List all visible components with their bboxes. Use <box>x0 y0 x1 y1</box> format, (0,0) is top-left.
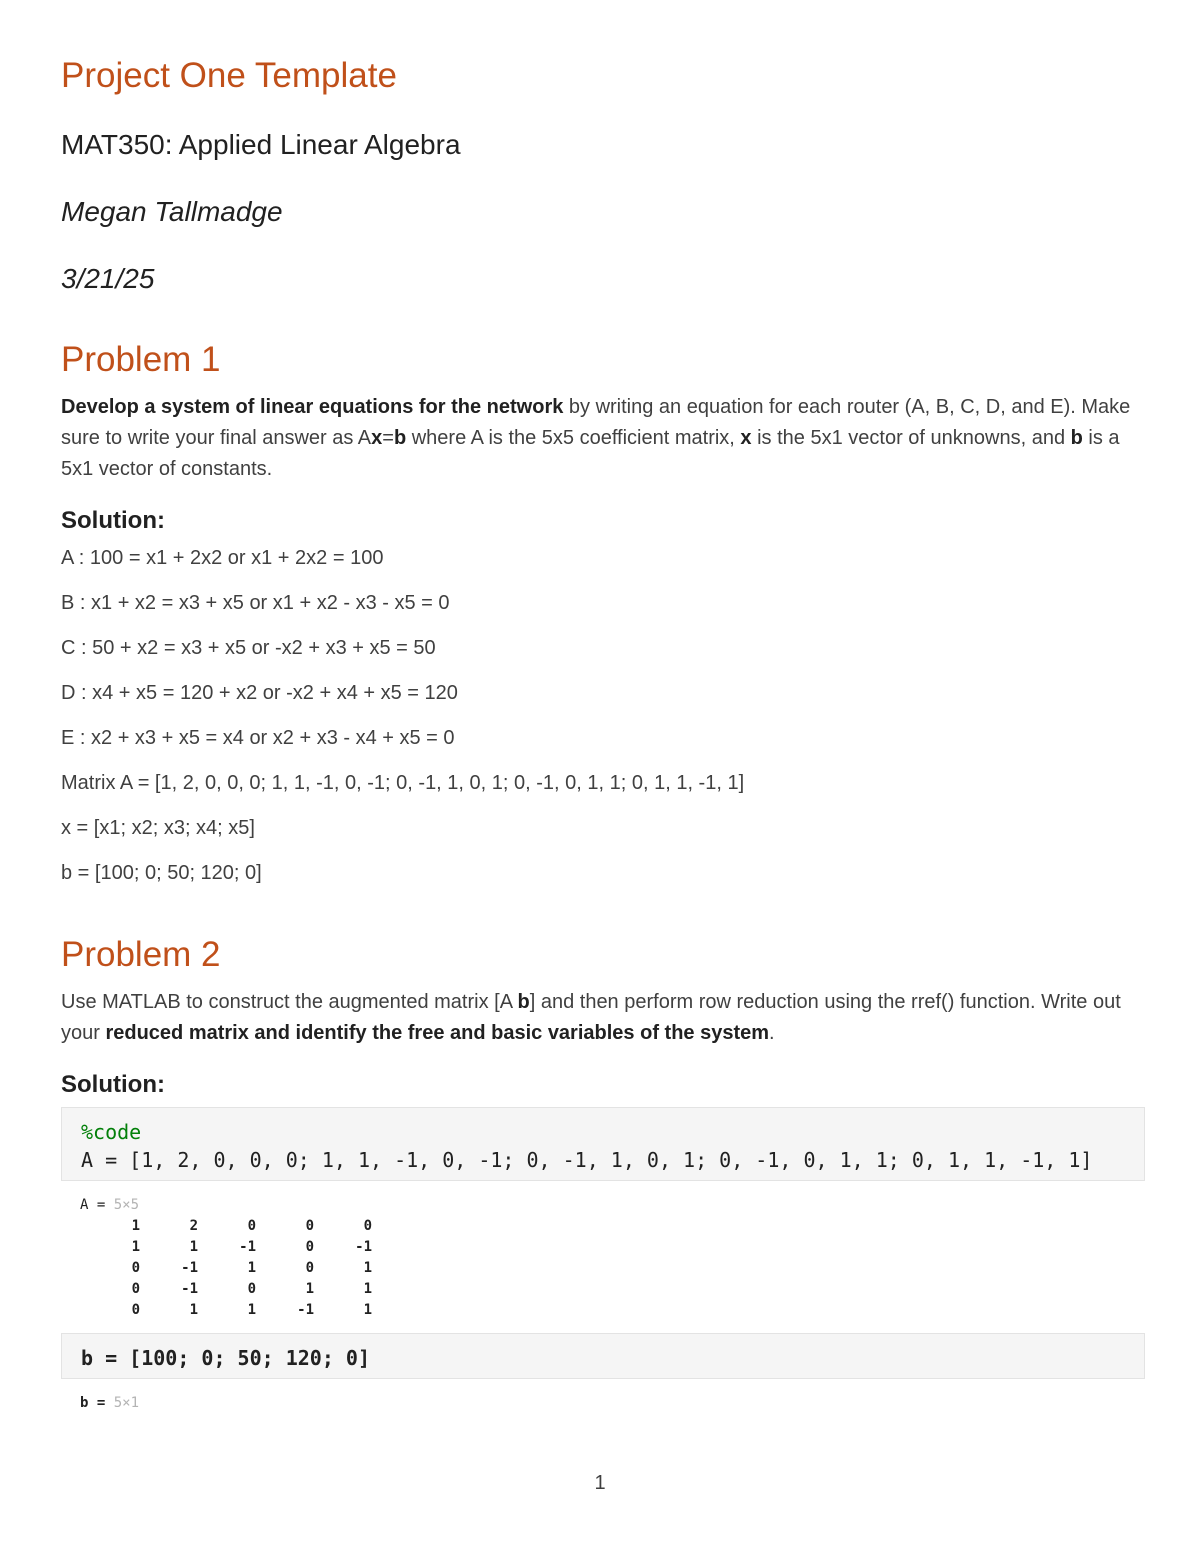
equation-router-a: A : 100 = x1 + 2x2 or x1 + 2x2 = 100 <box>61 547 384 569</box>
equation-router-b: B : x1 + x2 = x3 + x5 or x1 + x2 - x3 - x5 = 0 <box>61 592 450 614</box>
matrix-cell: -1 <box>181 1281 198 1297</box>
matrix-cell: -1 <box>181 1260 198 1276</box>
matrix-cell: 1 <box>363 1260 372 1276</box>
problem-1-heading: Problem 1 <box>61 340 221 379</box>
prompt-bold-lead: Develop a system of linear equations for the network <box>61 396 564 418</box>
matrix-cell: 1 <box>363 1281 372 1297</box>
matrix-cell: 0 <box>247 1281 256 1297</box>
code-comment: %code <box>81 1120 142 1144</box>
vector-x-definition: x = [x1; x2; x3; x4; x5] <box>61 817 255 839</box>
output-label: A = <box>80 1197 114 1213</box>
document-title: Project One Template <box>61 56 397 95</box>
matrix-cell: -1 <box>239 1239 256 1255</box>
output-label: b = <box>80 1395 114 1411</box>
vector-x: x <box>740 427 752 449</box>
code-cell-vector-b[interactable] <box>61 1333 1145 1379</box>
matrix-cell: 0 <box>305 1218 314 1234</box>
matrix-cell: -1 <box>297 1302 314 1318</box>
prompt-text: ] and then perform row reduction using the rref() function. Write out your <box>61 991 1121 1044</box>
course-name: MAT350: Applied Linear Algebra <box>61 129 461 160</box>
equals-sign: = <box>382 427 394 449</box>
output-size: 5×1 <box>113 1395 140 1411</box>
document-date: 3/21/25 <box>61 263 155 294</box>
vector-b: b <box>393 427 407 449</box>
matrix-cell: -1 <box>355 1239 372 1255</box>
output-size: 5×5 <box>113 1197 140 1213</box>
matrix-cell: 1 <box>189 1302 198 1318</box>
matrix-cell: 0 <box>305 1260 314 1276</box>
equation-router-e: E : x2 + x3 + x5 = x4 or x2 + x3 - x4 + x5 = 0 <box>61 727 455 749</box>
equation-router-c: C : 50 + x2 = x3 + x5 or -x2 + x3 + x5 = 50 <box>61 637 436 659</box>
prompt-text: . <box>769 1022 775 1044</box>
matrix-cell: 1 <box>247 1260 256 1276</box>
matrix-cell: 0 <box>305 1239 314 1255</box>
vector-x: x <box>371 427 383 449</box>
author-name: Megan Tallmadge <box>61 196 283 227</box>
prompt-bold-mid: reduced matrix and identify the free and basic variables of the system <box>105 1022 770 1044</box>
problem-2-prompt <box>61 987 1146 1049</box>
matrix-cell: 1 <box>189 1239 198 1255</box>
matrix-cell: 1 <box>305 1281 314 1297</box>
prompt-text: where A is the 5x5 coefficient matrix, <box>406 427 741 449</box>
code-line-a: A = [1, 2, 0, 0, 0; 1, 1, -1, 0, -1; 0, -1, 1, 0, 1; 0, -1, 0, 1, 1; 0, 1, 1, -1, 1] <box>81 1148 1093 1172</box>
solution-label-1: Solution: <box>61 507 165 534</box>
solution-label-2: Solution: <box>61 1071 165 1098</box>
matrix-cell: 0 <box>131 1260 140 1276</box>
matrix-cell: 0 <box>247 1218 256 1234</box>
output-b-header <box>80 1395 139 1411</box>
code-cell-matrix-a[interactable] <box>61 1107 1145 1181</box>
equation-router-d: D : x4 + x5 = 120 + x2 or -x2 + x4 + x5 = 120 <box>61 682 458 704</box>
page-number: 1 <box>594 1472 606 1494</box>
prompt-text: by writing an equation for each router (A, B, C, D, and E). Make sure to write your final answer as A <box>61 396 1131 449</box>
matrix-cell: 0 <box>131 1302 140 1318</box>
prompt-text: Use MATLAB to construct the augmented matrix [A <box>61 991 518 1013</box>
matrix-cell: 1 <box>363 1302 372 1318</box>
problem-2-heading: Problem 2 <box>61 935 221 974</box>
vector-b: b <box>517 991 530 1013</box>
matrix-cell: 1 <box>131 1218 140 1234</box>
matrix-cell: 0 <box>363 1218 372 1234</box>
matrix-a-definition: Matrix A = [1, 2, 0, 0, 0; 1, 1, -1, 0, -1; 0, -1, 1, 0, 1; 0, -1, 0, 1, 1; 0, 1, 1, -1, 1] <box>61 772 745 794</box>
matrix-cell: 2 <box>189 1218 198 1234</box>
vector-b-definition: b = [100; 0; 50; 120; 0] <box>61 862 262 884</box>
vector-b: b <box>1070 427 1083 449</box>
matrix-cell: 1 <box>247 1302 256 1318</box>
prompt-text: is the 5x1 vector of unknowns, and <box>751 427 1071 449</box>
matrix-cell: 1 <box>131 1239 140 1255</box>
problem-1-prompt <box>61 392 1146 485</box>
code-line-b: b = [100; 0; 50; 120; 0] <box>81 1346 370 1370</box>
prompt-text: is a 5x1 vector of constants. <box>61 427 1120 480</box>
output-a-header <box>80 1197 139 1213</box>
matrix-cell: 0 <box>131 1281 140 1297</box>
